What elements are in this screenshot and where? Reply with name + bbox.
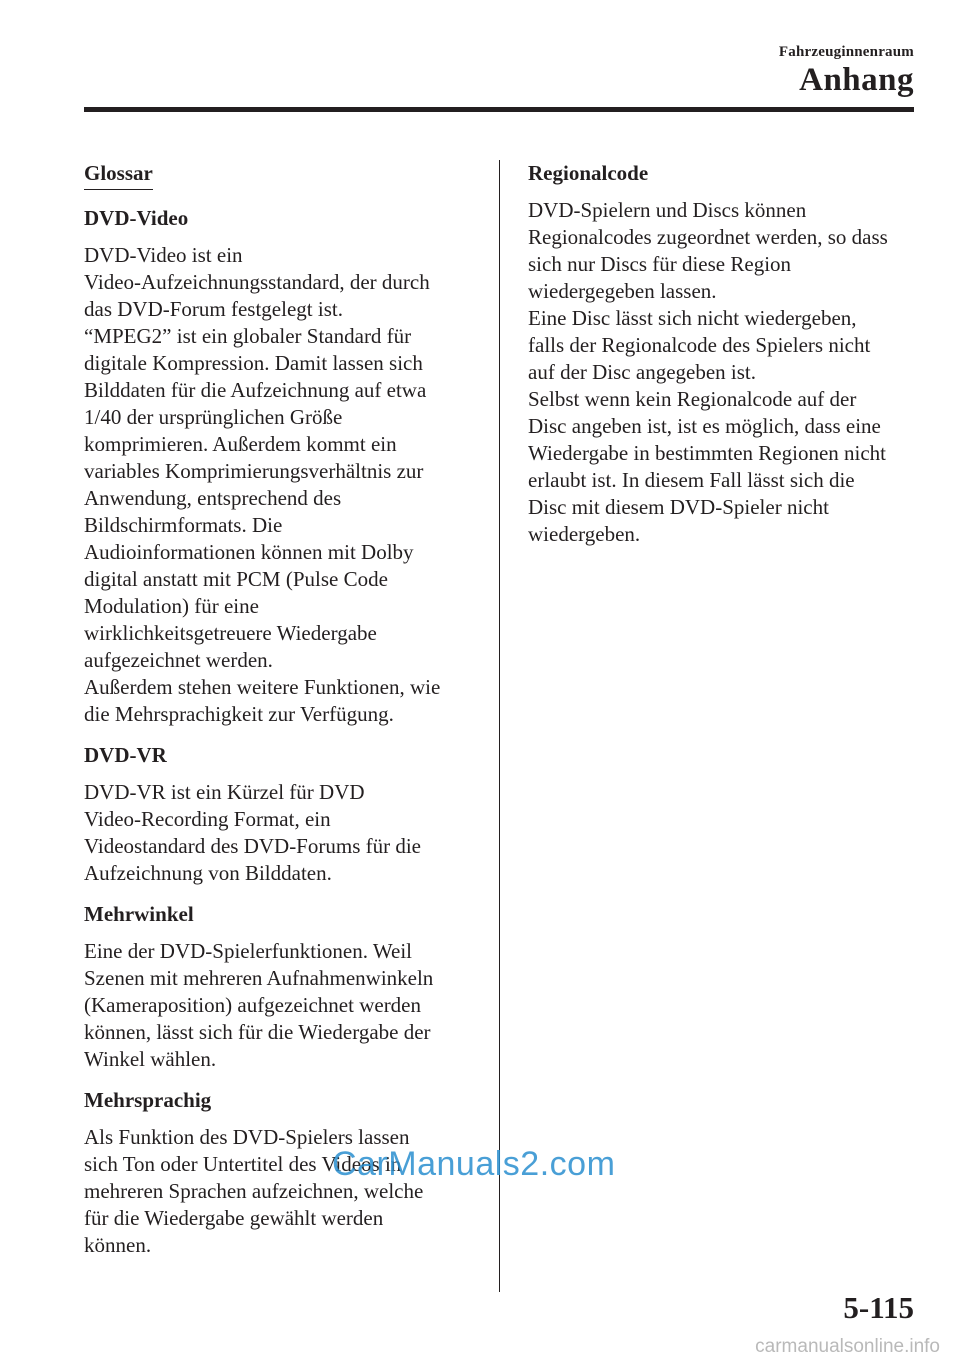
page-number: 5-115 [843,1290,914,1325]
term-heading: Mehrwinkel [84,902,194,926]
term-description: DVD-Spielern und Discs können Regionalcodes zugeordnet werden, so dass sich nur Discs für diese Region wiedergegeben lassen. Eine Disc lässt sich nicht wiedergeben, falls der Regionalcode des Spielers nicht auf der Disc angegeben ist. Selbst wenn kein Regionalcode auf der Disc angeben ist, ist es möglich, dass eine Wiedergabe in bestimmten Regionen nicht erlaubt ist. In diesem Fall lässt sich die Disc mit diesem DVD-Spieler nicht wiedergeben. [528,198,888,546]
header-rule [84,107,914,112]
term-description: DVD-Video ist ein Video-Aufzeichnungsstandard, der durch das DVD-Forum festgelegt ist. “MPEG2” ist ein globaler Standard für digitale Kompression. Damit lassen sich Bilddaten für die Aufzeichnung auf etwa 1/40 der ursprünglichen Größe komprimieren. Außerdem kommt ein variables Komprimierungsverhältnis zur Anwendung, entsprechend des Bildschirmformats. Die Audioinformationen können mit Dolby digital anstatt mit PCM (Pulse Code Modulation) für eine wirklichkeitsgetreuere Wiedergabe aufgezeichnet werden. Außerdem stehen weitere Funktionen, wie die Mehrsprachigkeit zur Verfügung. [84,243,441,726]
watermark-logo: CarManuals2.com [332,1145,616,1183]
right-column [528,160,918,562]
glossary-entry-regionalcode [528,160,918,548]
term-description: Als Funktion des DVD-Spielers lassen sich Ton oder Untertitel des Videos in mehreren Sprachen aufzeichnen, welche für die Wiedergabe gewählt werden können. [84,1125,424,1257]
footer-url: carmanualsonline.info [755,1336,940,1357]
glossary-entry-dvd-video [84,205,476,728]
page-header-category: Fahrzeuginnenraum [778,44,914,60]
glossary-entry-dvd-vr [84,742,476,887]
left-column [84,160,476,1273]
term-heading: DVD-VR [84,743,167,767]
column-divider [499,160,500,1292]
term-heading: Mehrsprachig [84,1088,212,1112]
term-description: Eine der DVD-Spielerfunktionen. Weil Szenen mit mehreren Aufnahmenwinkeln (Kameraposition) aufgezeichnet werden können, lässt sich für die Wiedergabe der Winkel wählen. [84,939,434,1071]
term-heading: DVD-Video [84,206,189,230]
section-title-glossar: Glossar [84,160,153,190]
page-header-chapter: Anhang [799,62,914,98]
term-description: DVD-VR ist ein Kürzel für DVD Video-Recording Format, ein Videostandard des DVD-Forums für die Aufzeichnung von Bilddaten. [84,780,422,885]
glossary-entry-mehrwinkel [84,901,476,1073]
term-heading: Regionalcode [528,161,649,185]
